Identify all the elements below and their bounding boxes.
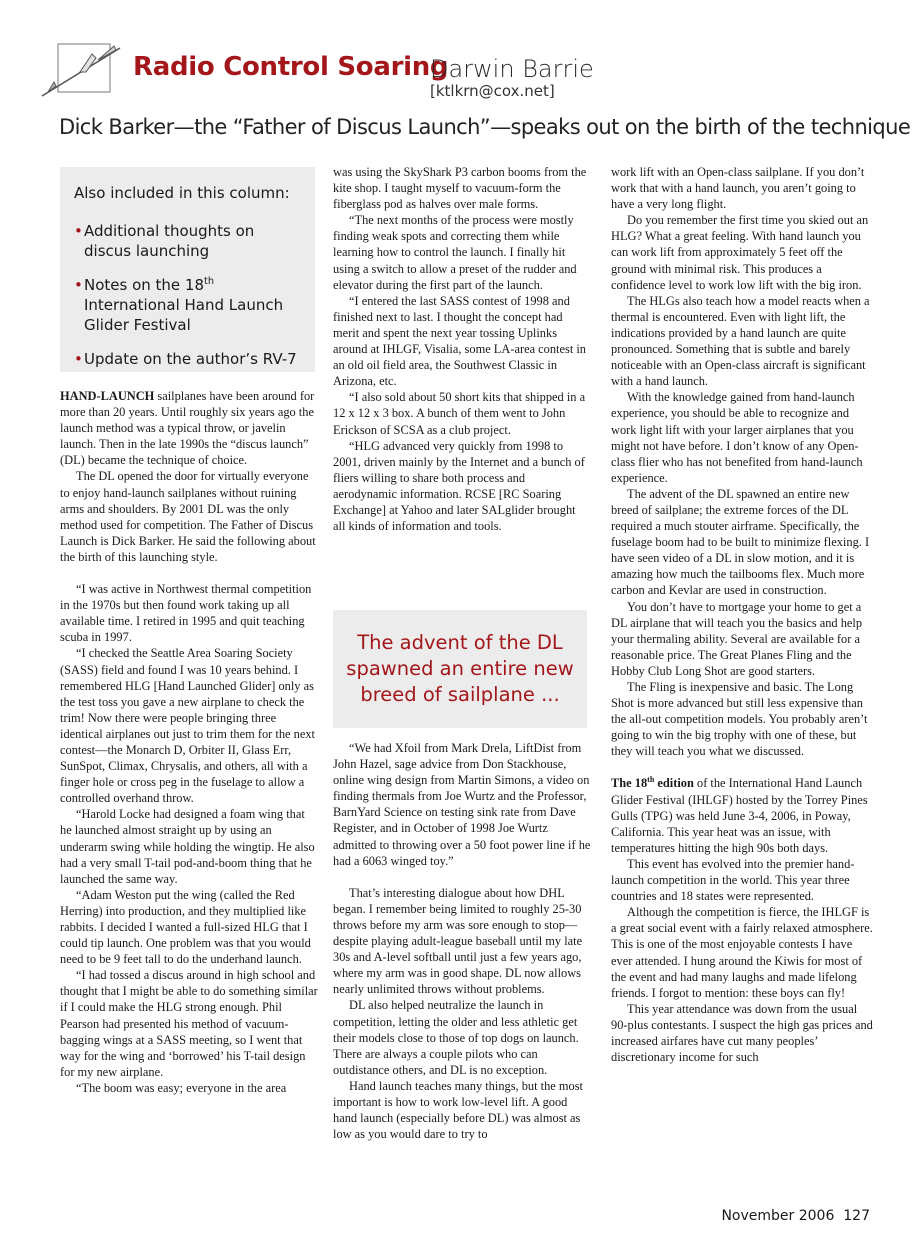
list-item: • Notes on the 18th International Hand Launch Glider Festival: [74, 275, 305, 335]
paragraph: “Harold Locke had designed a foam wing that he launched almost straight up by using an underarm swing while holding the wingtip. He also had a very small T-tail pod-and-boom thing that he launched the same way.: [60, 807, 315, 886]
paragraph: This event has evolved into the premier hand-launch competition in the world. This year three countries and 18 states were represented.: [611, 856, 855, 904]
author-name: Darwin Barrie: [430, 55, 594, 83]
paragraph: With the knowledge gained from hand-launch experience, you should be able to recognize and work light lift with your larger airplanes that you might not have before. I don’t know of any Open-class flier who has not benefited from hand-launch experience.: [611, 390, 863, 485]
paragraph: “Adam Weston put the wing (called the Red Herring) into production, and they multiplied like rabbits. I decided I wanted a full-sized HLG that I could tip launch. One problem was that you would need to be 9 feet tall to do the underhand launch.: [60, 887, 311, 967]
paragraph: The Fling is inexpensive and basic. The Long Shot is more advanced but still less expensive than the all-out competition models. You probably aren’t going to win the big trophy with one of these, but they will teach you what we discussed.: [611, 680, 868, 759]
glider-logo-icon: [40, 38, 122, 100]
article-column-2-bottom: [333, 740, 591, 1142]
paragraph: “The next months of the process were mostly finding weak spots and correcting them while learning how to control the launch. I finally hit using a switch to allow a preset of the rudder and elevator during the first part of the launch.: [333, 213, 577, 292]
paragraph: “I was active in Northwest thermal competition in the 1970s but then found work taking up all available time. I retired in 1995 and quit teaching scuba in 1997.: [60, 582, 312, 645]
page-footer: [721, 1208, 870, 1224]
paragraph: DL also helped neutralize the launch in competition, letting the older and less athletic get their models close to those of top dogs on launch. There are always a couple pilots who can outdistance others, and DL is no exception.: [333, 998, 579, 1077]
paragraph: The advent of the DL spawned an entire new breed of sailplane; the extreme forces of the DL required a much stouter airframe. Specifically, the fuselage boom had to be built to minimize flexing. I have seen video of a DL in slow motion, and it is amazing how much the tailbooms flex. Much more carbon and Kevlar are used in construction.: [611, 486, 870, 598]
paragraph: Although the competition is fierce, the IHLGF is a great social event with a fairly relaxed atmosphere. This is one of the most enjoyable contests I have ever attended. I hung around the Kiwis for most of the event and had many laughs and made lifelong friends. I forgot to mention: these boys can fly!: [611, 905, 873, 1000]
list-item: • Additional thoughts on discus launching: [74, 221, 305, 261]
paragraph: “I entered the last SASS contest of 1998 and finished next to last. I thought the concept had merit and spent the next year tossing Uplinks around at IHLGF, Visalia, some LA-area contest in an old oil field area, the Southwest Classic in Arizona, etc.: [333, 293, 587, 389]
also-included-box: [60, 167, 315, 372]
author-email: [ktlkrn@cox.net]: [430, 82, 555, 100]
issue-date: November 2006: [721, 1208, 835, 1224]
paragraph: “I also sold about 50 short kits that shipped in a 12 x 12 x 3 box. A bunch of them went to John Erickson of SCSA as a club project.: [333, 390, 586, 437]
article-column-2-top: [333, 164, 591, 534]
paragraph: The HLGs also teach how a model reacts when a thermal is encountered. Even with light lift, the indications provided by a hand launch are quite pronounced. Something that is subtle and barely noticeable with an Open-class aircraft is significant with a hand launch.: [611, 293, 870, 389]
paragraph: The DL opened the door for virtually everyone to enjoy hand-launch sailplanes without ruining arms and shoulders. By 2001 DL was the only method used for competition. The Father of Discus Launch is Dick Barker. He said the following about the birth of this launching style.: [60, 469, 316, 564]
paragraph: That’s interesting dialogue about how DHL began. I remember being limited to roughly 25-30 throws before my arm was sore enough to stop—despite playing adult-league baseball until my late 30s and A-level softball until just a few years ago, where my arm was in good shape. DL now allows nearly unlimited throws without problems.: [333, 885, 583, 997]
paragraph: “We had Xfoil from Mark Drela, LiftDist from John Hazel, sage advice from Don Stackhouse, online wing design from Martin Simons, a video on finding thermals from Joe Wurtz and the Professor, BarnYard Science on testing sink rate from Dave Register, and in October of 1998 Joe Wurtz admitted to throwing over a 50 foot power line if he had a 6063 winged toy.”: [333, 741, 591, 868]
paragraph: “HLG advanced very quickly from 1998 to 2001, driven mainly by the Internet and a bunch of fliers willing to share both process and aerodynamic information. RCSE [RC Soaring Exchange] at Yahoo and later SALglider brought all kinds of information and tools.: [333, 438, 585, 534]
box-list: [74, 221, 305, 369]
page-number: 127: [843, 1208, 870, 1224]
paragraph: “I checked the Seattle Area Soaring Society (SASS) field and found I was 10 years behind. I remembered HLG [Hand Launched Glider] only as the test toss you gave a new airplane to check the trim! Now there were people bringing three identical airplanes out just to trim them for the next contest—the Monarch D, Orbiter II, Glass Err, SunSpot, Climax, Chrysalis, and others, all with a finger hole or cross peg in the fuselage to allow a controlled overhand throw.: [60, 646, 315, 806]
paragraph: HAND-LAUNCH sailplanes have been around for more than 20 years. Until roughly six years ago the launch method was a typical throw, or javelin launch. Then in the late 1990s the “discus launch” (DL) became the technique of choice.: [60, 389, 315, 468]
list-item: • Update on the author’s RV-7: [74, 349, 305, 369]
paragraph: This year attendance was down from the usual 90-plus contestants. I suspect the high gas prices and increased airfares have cut many peoples’ discretionary income for such: [611, 1001, 873, 1065]
paragraph: “I had tossed a discus around in high school and thought that I might be able to do something similar if I could make the HLG strong enough. Phil Pearson had presented his method of vacuum-bagging wings at a SASS meeting, so I went that way for the wing and ‘borrowed’ his T-tail design for my new airplane.: [60, 968, 318, 1079]
article-headline: Dick Barker—the “Father of Discus Launch”—speaks out on the birth of the technique: [59, 115, 911, 139]
paragraph: “The boom was easy; everyone in the area: [76, 1080, 287, 1095]
paragraph: was using the SkyShark P3 carbon booms from the kite shop. I taught myself to vacuum-form the fiberglass pod as halves over male forms.: [333, 165, 587, 212]
paragraph: Hand launch teaches many things, but the most important is how to work low-level lift. A good hand launch (especially before DL) was almost as low as you would dare to try to: [333, 1078, 583, 1142]
paragraph: The 18th edition of the International Hand Launch Glider Festival (IHLGF) hosted by the Torrey Pines Gulls (TPG) was held June 3-4, 2006, in Poway, California. This year heat was an issue, with temperatures hitting the high 90s both days.: [611, 775, 868, 855]
pull-quote: The advent of the DL spawned an entire new breed of sailplane ...: [333, 610, 587, 728]
article-column-1: [60, 388, 318, 1096]
article-column-3: [611, 164, 873, 1065]
paragraph: work lift with an Open-class sailplane. If you don’t work that with a hand launch, you aren’t going to have a very long flight.: [611, 165, 865, 212]
paragraph: You don’t have to mortgage your home to get a DL airplane that will teach you the basics and help your thermaling ability. Several are available for a reasonable price. The Great Planes Fling and the Hobby Club Long Shot are good starters.: [611, 599, 863, 678]
paragraph: Do you remember the first time you skied out an HLG? What a great feeling. With hand launch you can work lift from approximately 5 feet off the ground with minimal risk. This produces a confidence level to work low lift with the big iron.: [611, 213, 869, 292]
box-title: Also included in this column:: [74, 184, 290, 202]
column-title: Radio Control Soaring: [133, 52, 449, 82]
